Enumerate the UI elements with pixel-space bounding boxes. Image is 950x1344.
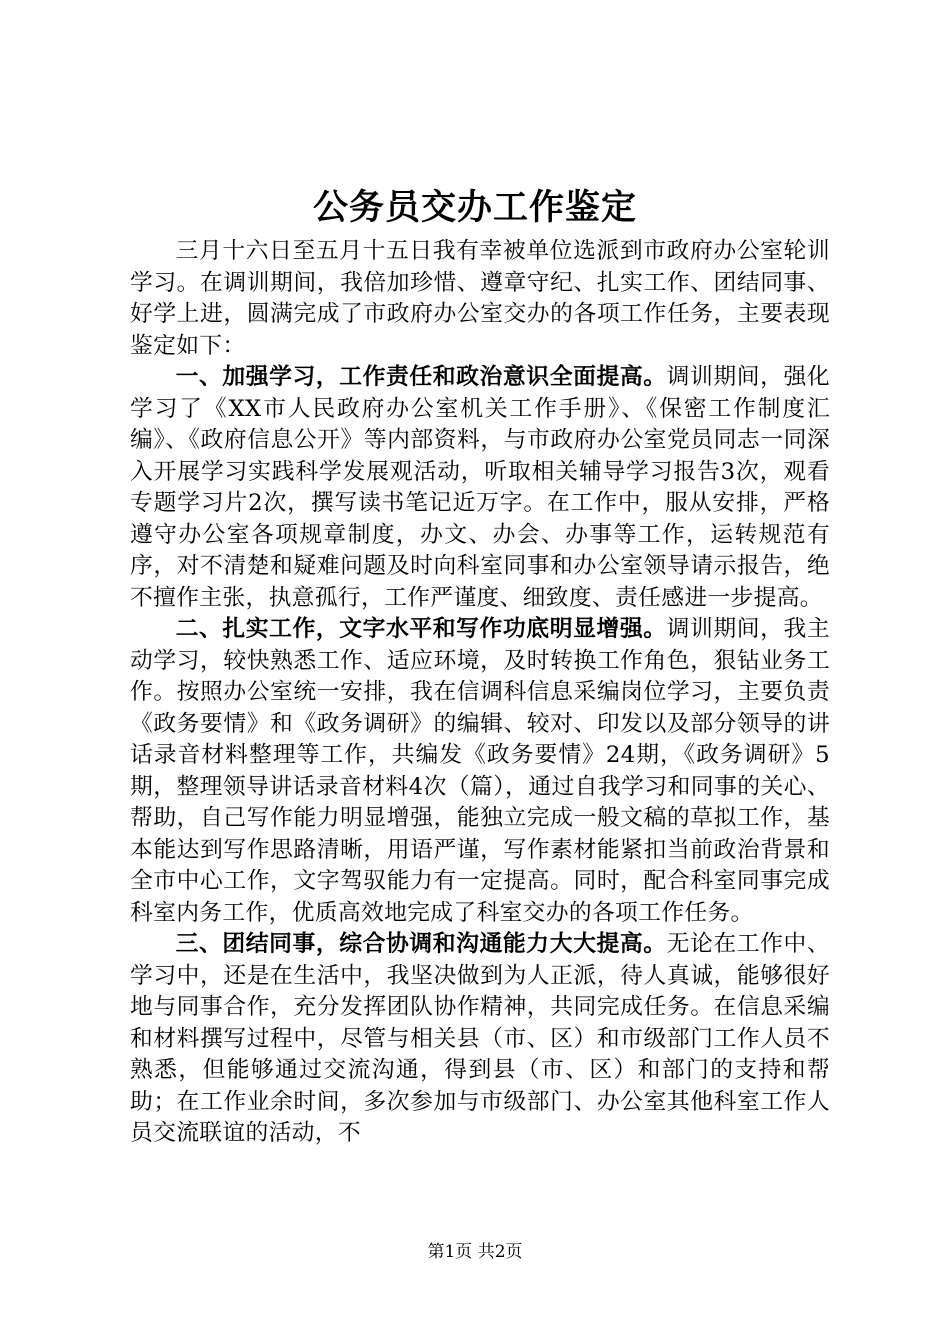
- paragraph-section-3: [130, 929, 830, 1150]
- paragraph-intro: [130, 236, 830, 362]
- paragraph-section-1: [130, 362, 830, 614]
- section-3-text: 无论在工作中、学习中，还是在生活中，我坚决做到为人正派，待人真诚，能够很好地与同事合作，充分发挥团队协作精神，共同完成任务。在信息采编和材料撰写过程中，尽管与相关县（市、区）和市级部门工作人员不熟悉，但能够通过交流沟通，得到县（市、区）和部门的支持和帮助；在工作业余时间，多次参加与市级部门、办公室其他科室工作人员交流联谊的活动，不: [130, 931, 830, 1146]
- paragraph-text: 三月十六日至五月十五日我有幸被单位选派到市政府办公室轮训学习。在调训期间，我倍加珍惜、遵章守纪、扎实工作、团结同事、好学上进，圆满完成了市政府办公室交办的各项工作任务，主要表现鉴定如下：: [130, 238, 830, 359]
- section-2-text: 调训期间，我主动学习，较快熟悉工作、适应环境，及时转换工作角色，狠钻业务工作。按照办公室统一安排，我在信调科信息采编岗位学习，主要负责《政务要情》和《政务调研》的编辑、较对、印发以及部分领导的讲话录音材料整理等工作，共编发《政务要情》24期，《政务调研》5期，整理领导讲话录音材料4次（篇），通过自我学习和同事的关心、帮助，自己写作能力明显增强，能独立完成一般文稿的草拟工作，基本能达到写作思路清晰，用语严谨，写作素材能紧扣当前政治背景和全市中心工作，文字驾驭能力有一定提高。同时，配合科室同事完成科室内务工作，优质高效地完成了科室交办的各项工作任务。: [130, 616, 830, 926]
- paragraph-section-2: [130, 614, 830, 929]
- document-title: 公务员交办工作鉴定: [312, 187, 637, 228]
- page-footer: 第1页 共2页: [427, 1242, 523, 1262]
- section-1-heading: 一、加强学习，工作责任和政治意识全面提高。: [175, 364, 667, 390]
- document-body: [130, 236, 830, 1150]
- section-1-text: 调训期间，强化学习了《XX市人民政府办公室机关工作手册》、《保密工作制度汇编》、《政府信息公开》等内部资料，与市政府办公室党员同志一同深入开展学习实践科学发展观活动，听取相关辅导学习报告3次，观看专题学习片2次，撰写读书笔记近万字。在工作中，服从安排，严格遵守办公室各项规章制度，办文、办会、办事等工作，运转规范有序，对不清楚和疑难问题及时向科室同事和办公室领导请示报告，绝不擅作主张，执意孤行，工作严谨度、细致度、责任感进一步提高。: [130, 364, 830, 611]
- section-3-heading: 三、团结同事，综合协调和沟通能力大大提高。: [175, 931, 667, 957]
- section-2-heading: 二、扎实工作，文字水平和写作功底明显增强。: [175, 616, 667, 642]
